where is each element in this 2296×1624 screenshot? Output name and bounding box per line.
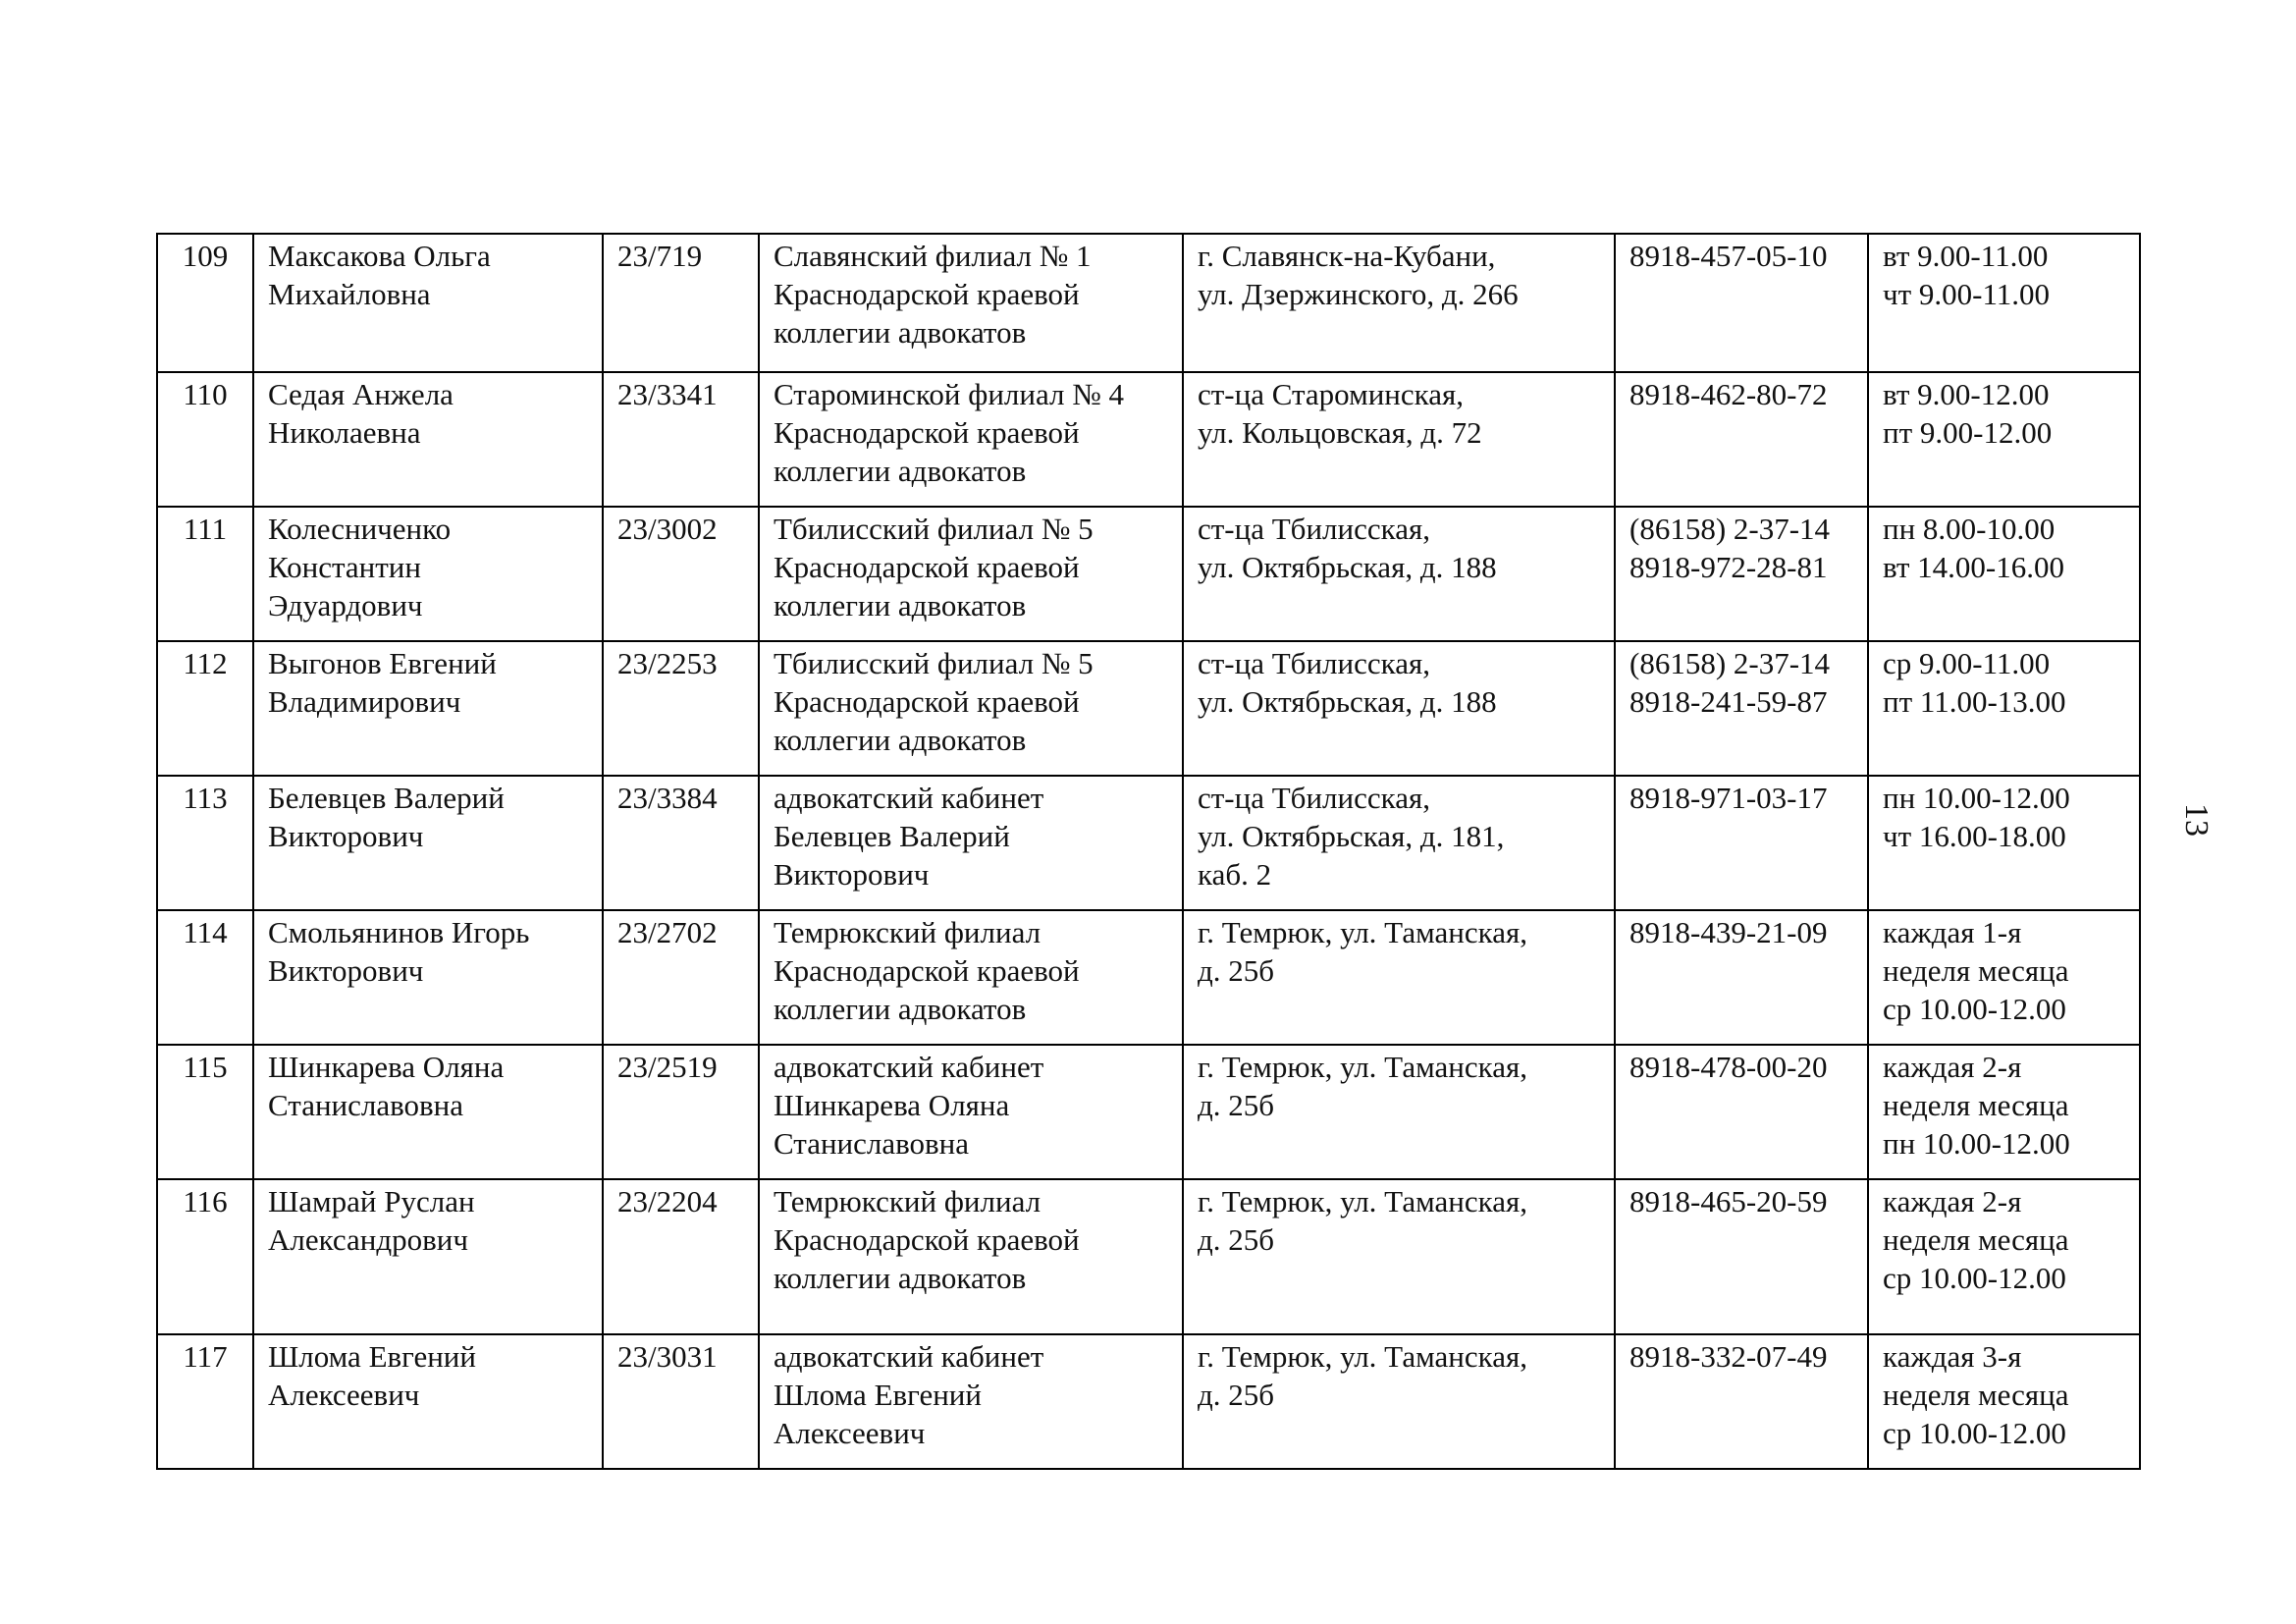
organization-cell — [759, 1179, 1183, 1334]
address-line: д. 25б — [1198, 1222, 1275, 1257]
address-cell — [1183, 1334, 1615, 1469]
registry-number-text: 23/2702 — [617, 915, 718, 949]
table-row — [157, 372, 2140, 507]
address-cell — [1183, 641, 1615, 776]
reception-schedule-line: неделя месяца — [1883, 953, 2069, 988]
phone-line: (86158) 2-37-14 — [1629, 512, 1831, 546]
reception-schedule-cell — [1868, 1045, 2140, 1179]
address-line: ул. Октябрьская, д. 188 — [1198, 550, 1497, 584]
row-number-cell — [157, 641, 253, 776]
organization-line: Краснодарской краевой — [774, 953, 1080, 988]
reception-schedule-line: пт 9.00-12.00 — [1883, 415, 2053, 450]
reception-schedule-cell — [1868, 641, 2140, 776]
registry-number-text: 23/719 — [617, 239, 703, 273]
registry-number-cell — [603, 641, 759, 776]
address-line: ул. Дзержинского, д. 266 — [1198, 277, 1519, 311]
address-line: ст-ца Тбилисская, — [1198, 512, 1430, 546]
organization-cell — [759, 1045, 1183, 1179]
table-row — [157, 507, 2140, 641]
row-number-text: 110 — [183, 377, 228, 411]
lawyer-name-cell — [253, 1334, 603, 1469]
phone-cell — [1615, 1334, 1868, 1469]
row-number-text: 116 — [183, 1184, 228, 1218]
organization-line: Староминской филиал № 4 — [774, 377, 1125, 411]
phone-line: 8918-972-28-81 — [1629, 550, 1828, 584]
organization-line: Станиславовна — [774, 1126, 970, 1161]
organization-line: Славянский филиал № 1 — [774, 239, 1092, 273]
lawyer-name-line: Алексеевич — [268, 1378, 420, 1412]
address-line: д. 25б — [1198, 1088, 1275, 1122]
reception-schedule-line: неделя месяца — [1883, 1378, 2069, 1412]
phone-cell — [1615, 641, 1868, 776]
lawyer-name-line: Эдуардович — [268, 588, 423, 623]
table-row — [157, 776, 2140, 910]
address-cell — [1183, 1179, 1615, 1334]
reception-schedule-line: пн 10.00-12.00 — [1883, 1126, 2070, 1161]
phone-cell — [1615, 776, 1868, 910]
registry-number-text: 23/3384 — [617, 781, 718, 815]
phone-cell — [1615, 1045, 1868, 1179]
address-line: ул. Кольцовская, д. 72 — [1198, 415, 1482, 450]
table-row — [157, 641, 2140, 776]
phone-line: 8918-241-59-87 — [1629, 684, 1828, 719]
lawyer-name-line: Шамрай Руслан — [268, 1184, 475, 1218]
row-number-cell — [157, 1179, 253, 1334]
row-number-cell — [157, 910, 253, 1045]
lawyers-registry-table — [156, 233, 2141, 1470]
address-cell — [1183, 1045, 1615, 1179]
address-line: г. Славянск-на-Кубани, — [1198, 239, 1496, 273]
reception-schedule-line: ср 10.00-12.00 — [1883, 1261, 2066, 1295]
lawyer-name-cell — [253, 372, 603, 507]
registry-number-cell — [603, 1179, 759, 1334]
lawyer-name-line: Станиславовна — [268, 1088, 464, 1122]
row-number-cell — [157, 1334, 253, 1469]
row-number-cell — [157, 372, 253, 507]
reception-schedule-cell — [1868, 507, 2140, 641]
reception-schedule-line: чт 16.00-18.00 — [1883, 819, 2066, 853]
lawyer-name-line: Выгонов Евгений — [268, 646, 497, 680]
page-number: 13 — [2178, 803, 2215, 837]
phone-cell — [1615, 234, 1868, 372]
address-line: д. 25б — [1198, 1378, 1275, 1412]
organization-cell — [759, 776, 1183, 910]
lawyer-name-cell — [253, 641, 603, 776]
organization-line: Тбилисский филиал № 5 — [774, 646, 1094, 680]
phone-cell — [1615, 910, 1868, 1045]
registry-number-text: 23/2253 — [617, 646, 718, 680]
registry-number-cell — [603, 1334, 759, 1469]
reception-schedule-line: пн 8.00-10.00 — [1883, 512, 2056, 546]
registry-number-cell — [603, 776, 759, 910]
organization-line: Шинкарева Оляна — [774, 1088, 1010, 1122]
organization-line: Белевцев Валерий — [774, 819, 1010, 853]
organization-line: коллегии адвокатов — [774, 315, 1027, 350]
lawyer-name-cell — [253, 1045, 603, 1179]
organization-line: Шлома Евгений — [774, 1378, 982, 1412]
address-line: г. Темрюк, ул. Таманская, — [1198, 1339, 1527, 1374]
organization-line: коллегии адвокатов — [774, 454, 1027, 488]
lawyer-name-line: Константин — [268, 550, 421, 584]
address-line: г. Темрюк, ул. Таманская, — [1198, 915, 1527, 949]
address-line: ст-ца Тбилисская, — [1198, 646, 1430, 680]
phone-line: 8918-457-05-10 — [1629, 239, 1828, 273]
reception-schedule-line: вт 14.00-16.00 — [1883, 550, 2064, 584]
registry-number-cell — [603, 507, 759, 641]
registry-number-cell — [603, 1045, 759, 1179]
organization-line: адвокатский кабинет — [774, 781, 1044, 815]
organization-cell — [759, 234, 1183, 372]
address-line: г. Темрюк, ул. Таманская, — [1198, 1050, 1527, 1084]
address-line: ул. Октябрьская, д. 188 — [1198, 684, 1497, 719]
organization-cell — [759, 507, 1183, 641]
organization-line: Викторович — [774, 857, 930, 892]
reception-schedule-cell — [1868, 1334, 2140, 1469]
row-number-text: 111 — [183, 512, 228, 546]
reception-schedule-line: ср 10.00-12.00 — [1883, 992, 2066, 1026]
table-row — [157, 910, 2140, 1045]
organization-cell — [759, 910, 1183, 1045]
reception-schedule-line: каждая 2-я — [1883, 1184, 2022, 1218]
row-number-cell — [157, 776, 253, 910]
lawyer-name-cell — [253, 776, 603, 910]
phone-line: 8918-439-21-09 — [1629, 915, 1828, 949]
phone-line: 8918-465-20-59 — [1629, 1184, 1828, 1218]
address-cell — [1183, 910, 1615, 1045]
reception-schedule-cell — [1868, 234, 2140, 372]
reception-schedule-line: пт 11.00-13.00 — [1883, 684, 2066, 719]
organization-line: адвокатский кабинет — [774, 1339, 1044, 1374]
reception-schedule-cell — [1868, 910, 2140, 1045]
address-line: ст-ца Староминская, — [1198, 377, 1465, 411]
lawyer-name-line: Колесниченко — [268, 512, 452, 546]
organization-line: Краснодарской краевой — [774, 1222, 1080, 1257]
row-number-text: 115 — [183, 1050, 228, 1084]
organization-cell — [759, 1334, 1183, 1469]
phone-cell — [1615, 507, 1868, 641]
row-number-text: 113 — [183, 781, 228, 815]
registry-number-text: 23/3002 — [617, 512, 718, 546]
address-cell — [1183, 507, 1615, 641]
organization-line: Алексеевич — [774, 1416, 926, 1450]
row-number-text: 114 — [183, 915, 228, 949]
row-number-text: 109 — [182, 239, 229, 273]
reception-schedule-cell — [1868, 776, 2140, 910]
lawyer-name-cell — [253, 507, 603, 641]
table-row — [157, 234, 2140, 372]
reception-schedule-line: неделя месяца — [1883, 1222, 2069, 1257]
row-number-text: 117 — [183, 1339, 228, 1374]
address-line: ст-ца Тбилисская, — [1198, 781, 1430, 815]
reception-schedule-line: ср 10.00-12.00 — [1883, 1416, 2066, 1450]
registry-table-body — [157, 234, 2140, 1469]
phone-line: 8918-971-03-17 — [1629, 781, 1828, 815]
address-cell — [1183, 234, 1615, 372]
row-number-cell — [157, 234, 253, 372]
reception-schedule-line: вт 9.00-12.00 — [1883, 377, 2050, 411]
organization-line: Тбилисский филиал № 5 — [774, 512, 1094, 546]
organization-line: коллегии адвокатов — [774, 992, 1027, 1026]
lawyer-name-line: Михайловна — [268, 277, 431, 311]
address-cell — [1183, 776, 1615, 910]
organization-line: Краснодарской краевой — [774, 415, 1080, 450]
organization-line: коллегии адвокатов — [774, 723, 1027, 757]
lawyer-name-line: Викторович — [268, 953, 424, 988]
reception-schedule-line: чт 9.00-11.00 — [1883, 277, 2051, 311]
lawyer-name-line: Смольянинов Игорь — [268, 915, 530, 949]
address-line: д. 25б — [1198, 953, 1275, 988]
lawyer-name-line: Александрович — [268, 1222, 468, 1257]
registry-number-text: 23/2204 — [617, 1184, 718, 1218]
phone-line: 8918-332-07-49 — [1629, 1339, 1828, 1374]
reception-schedule-line: каждая 3-я — [1883, 1339, 2022, 1374]
lawyer-name-cell — [253, 234, 603, 372]
row-number-text: 112 — [183, 646, 228, 680]
organization-line: адвокатский кабинет — [774, 1050, 1044, 1084]
reception-schedule-line: пн 10.00-12.00 — [1883, 781, 2070, 815]
lawyer-name-line: Владимирович — [268, 684, 461, 719]
phone-cell — [1615, 372, 1868, 507]
lawyer-name-line: Максакова Ольга — [268, 239, 491, 273]
registry-number-text: 23/3031 — [617, 1339, 718, 1374]
registry-number-cell — [603, 234, 759, 372]
address-line: каб. 2 — [1198, 857, 1272, 892]
organization-line: Краснодарской краевой — [774, 550, 1080, 584]
reception-schedule-line: ср 9.00-11.00 — [1883, 646, 2051, 680]
organization-cell — [759, 372, 1183, 507]
lawyer-name-line: Шлома Евгений — [268, 1339, 476, 1374]
table-row — [157, 1334, 2140, 1469]
registry-number-cell — [603, 910, 759, 1045]
lawyer-name-cell — [253, 910, 603, 1045]
row-number-cell — [157, 1045, 253, 1179]
lawyer-name-line: Белевцев Валерий — [268, 781, 505, 815]
reception-schedule-line: каждая 2-я — [1883, 1050, 2022, 1084]
organization-line: коллегии адвокатов — [774, 1261, 1027, 1295]
organization-line: коллегии адвокатов — [774, 588, 1027, 623]
row-number-cell — [157, 507, 253, 641]
organization-line: Краснодарской краевой — [774, 684, 1080, 719]
phone-line: 8918-478-00-20 — [1629, 1050, 1828, 1084]
reception-schedule-line: вт 9.00-11.00 — [1883, 239, 2049, 273]
address-line: г. Темрюк, ул. Таманская, — [1198, 1184, 1527, 1218]
phone-line: 8918-462-80-72 — [1629, 377, 1828, 411]
organization-line: Краснодарской краевой — [774, 277, 1080, 311]
organization-line: Темрюкский филиал — [774, 1184, 1041, 1218]
registry-number-text: 23/3341 — [617, 377, 718, 411]
reception-schedule-line: каждая 1-я — [1883, 915, 2022, 949]
reception-schedule-line: неделя месяца — [1883, 1088, 2069, 1122]
table-row — [157, 1045, 2140, 1179]
organization-cell — [759, 641, 1183, 776]
lawyer-name-line: Викторович — [268, 819, 424, 853]
lawyer-name-cell — [253, 1179, 603, 1334]
address-line: ул. Октябрьская, д. 181, — [1198, 819, 1505, 853]
registry-number-text: 23/2519 — [617, 1050, 718, 1084]
registry-number-cell — [603, 372, 759, 507]
address-cell — [1183, 372, 1615, 507]
organization-line: Темрюкский филиал — [774, 915, 1041, 949]
lawyer-name-line: Седая Анжела — [268, 377, 454, 411]
phone-line: (86158) 2-37-14 — [1629, 646, 1831, 680]
phone-cell — [1615, 1179, 1868, 1334]
lawyer-name-line: Шинкарева Оляна — [268, 1050, 505, 1084]
reception-schedule-cell — [1868, 372, 2140, 507]
reception-schedule-cell — [1868, 1179, 2140, 1334]
table-row — [157, 1179, 2140, 1334]
lawyer-name-line: Николаевна — [268, 415, 421, 450]
